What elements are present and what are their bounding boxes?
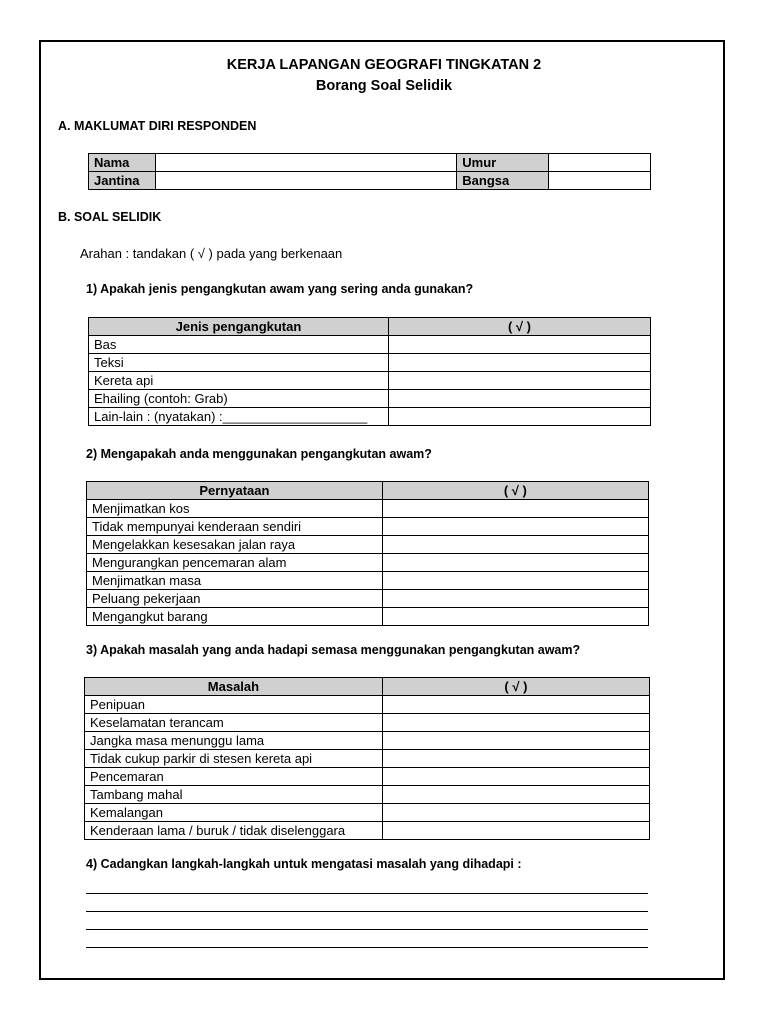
umur-field[interactable] [549,154,651,172]
table-row [87,608,649,626]
q1-tick-cell[interactable] [388,372,650,390]
q1-tick-cell[interactable] [388,354,650,372]
q1-tick-header: ( √ ) [388,318,650,336]
table-row [89,354,651,372]
bangsa-label: Bangsa [457,172,549,190]
table-row [85,822,650,840]
answer-line-2[interactable] [86,911,648,912]
table-row [87,518,649,536]
table-row [89,408,651,426]
q3-option-label: Tambang mahal [85,786,383,804]
q1-col-header: Jenis pengangkutan [89,318,389,336]
page-title: KERJA LAPANGAN GEOGRAFI TINGKATAN 2 [226,57,542,73]
q1-tick-cell[interactable] [388,336,650,354]
q1-option-label: Teksi [89,354,389,372]
q3-option-label: Kemalangan [85,804,383,822]
q3-tick-cell[interactable] [382,714,649,732]
q1-option-label: Bas [89,336,389,354]
q2-tick-cell[interactable] [382,608,648,626]
section-a-heading: A. MAKLUMAT DIRI RESPONDEN [58,119,257,133]
q3-option-label: Penipuan [85,696,383,714]
q2-tick-cell[interactable] [382,518,648,536]
q3-tick-cell[interactable] [382,786,649,804]
table-row [89,336,651,354]
q2-option-label: Peluang pekerjaan [87,590,383,608]
instruction-text: Arahan : tandakan ( √ ) pada yang berkenaan [80,246,343,261]
q1-option-label: Kereta api [89,372,389,390]
q2-option-label: Menjimatkan kos [87,500,383,518]
nama-label: Nama [89,154,156,172]
page-subtitle: Borang Soal Selidik [315,78,453,94]
q1-tick-cell[interactable] [388,390,650,408]
q2-tick-cell[interactable] [382,572,648,590]
table-row [85,804,650,822]
q3-option-label: Pencemaran [85,768,383,786]
q2-tick-cell[interactable] [382,554,648,572]
table-row [87,536,649,554]
q2-option-label: Tidak mempunyai kenderaan sendiri [87,518,383,536]
question-2: 2) Mengapakah anda menggunakan pengangkutan awam? [86,447,432,461]
table-row [85,696,650,714]
q1-option-label: Lain-lain : (nyatakan) :____________________ [89,408,389,426]
question-1: 1) Apakah jenis pengangkutan awam yang sering anda gunakan? [86,282,474,296]
q3-tick-cell[interactable] [382,732,649,750]
table-row [85,786,650,804]
q3-tick-cell[interactable] [382,696,649,714]
question-4: 4) Cadangkan langkah-langkah untuk mengatasi masalah yang dihadapi : [86,857,522,871]
q3-table [84,677,650,840]
q3-tick-cell[interactable] [382,768,649,786]
q3-tick-header: ( √ ) [382,678,649,696]
q2-tick-cell[interactable] [382,590,648,608]
nama-field[interactable] [155,154,456,172]
umur-label: Umur [457,154,549,172]
q2-option-label: Mengelakkan kesesakan jalan raya [87,536,383,554]
q1-tick-cell[interactable] [388,408,650,426]
table-row [87,554,649,572]
q2-col-header: Pernyataan [87,482,383,500]
q3-tick-cell[interactable] [382,822,649,840]
q3-col-header: Masalah [85,678,383,696]
q1-option-label: Ehailing (contoh: Grab) [89,390,389,408]
answer-line-4[interactable] [86,947,648,948]
jantina-field[interactable] [155,172,456,190]
answer-line-3[interactable] [86,929,648,930]
q3-option-label: Kenderaan lama / buruk / tidak diselenggara [85,822,383,840]
q3-tick-cell[interactable] [382,804,649,822]
q3-option-label: Jangka masa menunggu lama [85,732,383,750]
respondent-info-table [88,153,651,190]
table-row [85,714,650,732]
question-3: 3) Apakah masalah yang anda hadapi semasa menggunakan pengangkutan awam? [86,643,581,657]
q3-option-label: Keselamatan terancam [85,714,383,732]
table-row [85,750,650,768]
table-row [87,500,649,518]
table-row [85,732,650,750]
jantina-label: Jantina [89,172,156,190]
q1-table [88,317,651,426]
q2-option-label: Menjimatkan masa [87,572,383,590]
table-row [89,372,651,390]
bangsa-field[interactable] [549,172,651,190]
q3-option-label: Tidak cukup parkir di stesen kereta api [85,750,383,768]
table-row [89,390,651,408]
table-row [87,590,649,608]
q2-tick-header: ( √ ) [382,482,648,500]
table-row [87,572,649,590]
q2-table [86,481,649,626]
q3-tick-cell[interactable] [382,750,649,768]
q2-option-label: Mengurangkan pencemaran alam [87,554,383,572]
section-b-heading: B. SOAL SELIDIK [58,210,162,224]
q2-tick-cell[interactable] [382,536,648,554]
table-row [85,768,650,786]
answer-line-1[interactable] [86,893,648,894]
q2-option-label: Mengangkut barang [87,608,383,626]
q2-tick-cell[interactable] [382,500,648,518]
